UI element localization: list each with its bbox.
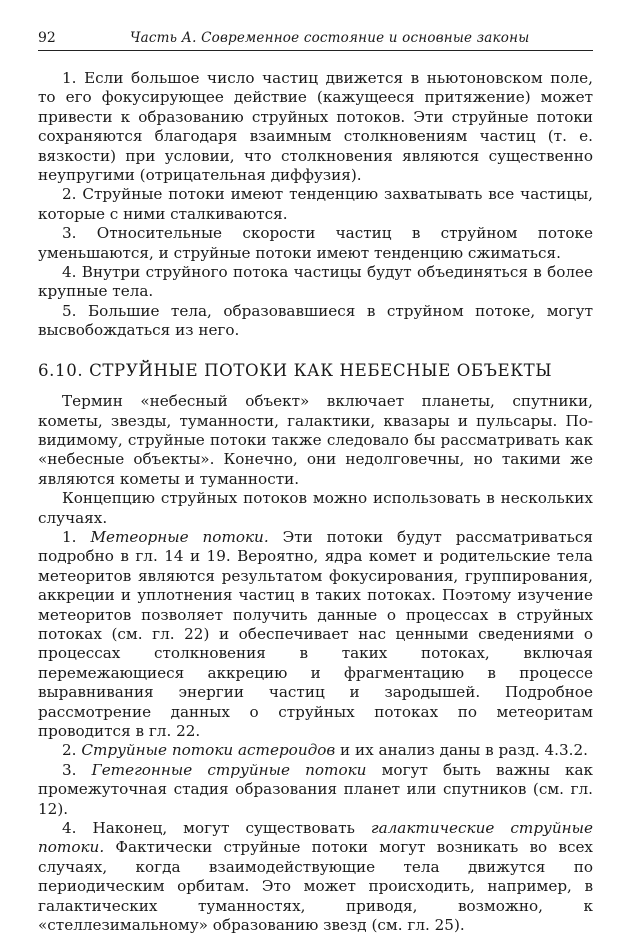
paragraph-asteroid-streams [38, 741, 593, 760]
paragraph-hetegonic-streams [38, 761, 593, 819]
book-page [38, 28, 593, 935]
term-meteor-streams: Метеорные потоки. [90, 527, 269, 546]
paragraph-definition: Термин «небесный объект» включает планеты, спутники, кометы, звезды, туманности, галактики, квазары и пульсары. По-видимому, струйные потоки также следовало бы рассматривать как «небесные объекты». Конечно, они недолговечны, но такими же являются кометы и туманности. [38, 392, 593, 488]
paragraph-text: Эти потоки будут рассматриваться подробно в гл. 14 и 19. Вероятно, ядра комет и родительские тела метеоритов являются результатом фокусирования, группирования, аккреции и уплотнения частиц в таких потоках. Поэтому изучение метеоритов позволяет получить данные о процессах в струйных потоках (см. гл. 22) и обеспечивает нас ценными сведениями о процессах столкновения в таких потоках, включая перемежающиеся аккрецию и фрагментацию в процессе выравнивания энергии частиц и зародышей. Подробное рассмотрение данных о струйных потоках по метеоритам проводится в гл. 22. [38, 527, 594, 740]
paragraph-text: могут быть важны как промежуточная стадия образования планет или спутников (см. гл. 12). [38, 760, 593, 818]
paragraph-text: Фактически струйные потоки могут возникать во всех случаях, когда взаимодействующие тела движутся по периодическим орбитам. Это может происходить, например, в галактических туманностях, приводя, возможно, к «стеллезимальному» образованию звезд (см. гл. 25). [38, 838, 593, 935]
term-galactic-streams: галактические струйные потоки. [38, 819, 593, 857]
list-item-4: 4. Внутри струйного потока частицы будут объединяться в более крупные тела. [38, 263, 593, 301]
list-item-5: 5. Большие тела, образовавшиеся в струйном потоке, могут высвобождаться из него. [38, 301, 593, 340]
list-item-2: 2. Струйные потоки имеют тенденцию захватывать все частицы, которые с ними сталкиваются. [38, 185, 593, 223]
section-heading: 6.10. СТРУЙНЫЕ ПОТОКИ КАК НЕБЕСНЫЕ ОБЪЕКТЫ [38, 360, 553, 380]
item-number: 2. [62, 741, 77, 760]
item-number: 3. [62, 760, 77, 779]
running-title: Часть А. Современное состояние и основные законы [130, 30, 530, 46]
paragraph-text: и их анализ даны в разд. 4.3.2. [340, 741, 588, 760]
term-asteroid-streams: Струйные потоки астероидов [81, 741, 336, 760]
paragraph-text: 4. Наконец, могут существовать [62, 819, 355, 838]
paragraph-meteor-streams [38, 528, 593, 741]
item-number: 1. [62, 527, 77, 546]
paragraph-intro: Концепцию струйных потоков можно использовать в нескольких случаях. [38, 489, 593, 527]
page-number: 92 [38, 30, 56, 46]
list-item-1: 1. Если большое число частиц движется в ньютоновском поле, то его фокусирующее действие (кажущееся притяжение) может привести к образованию струйных потоков. Эти струйные потоки сохраняются благодаря взаимным столкновениям частиц (т. е. вязкости) при условии, что столкновения являются существенно неупругими (отрицательная диффузия). [38, 69, 593, 185]
list-item-3: 3. Относительные скорости частиц в струйном потоке уменьшаются, и струйные потоки имеют тенденцию сжиматься. [38, 224, 593, 262]
page-header [38, 28, 593, 51]
term-hetegonic-streams: Гетегонные струйные потоки [91, 760, 367, 779]
paragraph-galactic-streams [38, 819, 593, 935]
page-body [38, 69, 593, 935]
